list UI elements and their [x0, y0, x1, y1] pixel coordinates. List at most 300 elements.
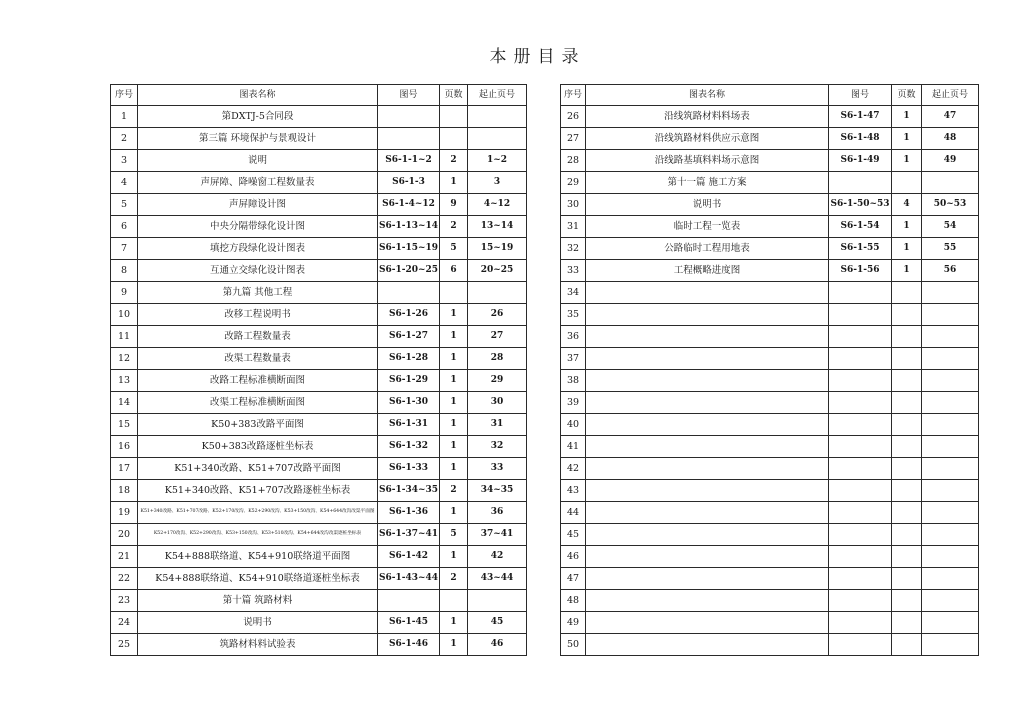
row-drawing-no	[829, 524, 892, 546]
row-drawing-no	[829, 612, 892, 634]
row-title	[586, 480, 829, 502]
table-header	[561, 85, 979, 106]
table-row	[561, 326, 979, 348]
table-row	[111, 458, 527, 480]
table-row	[561, 480, 979, 502]
row-page-count: 1	[892, 150, 922, 172]
table-row	[111, 304, 527, 326]
table-row	[111, 612, 527, 634]
row-drawing-no: S6-1-31	[378, 414, 440, 436]
table-body	[561, 106, 979, 656]
header-page-count: 页数	[440, 85, 468, 106]
table-row	[111, 216, 527, 238]
table-row	[561, 634, 979, 656]
row-title: 说明书	[138, 612, 378, 634]
contents-title: 本册目录	[489, 47, 586, 67]
row-drawing-no: S6-1-46	[378, 634, 440, 656]
row-page-count: 1	[892, 128, 922, 150]
row-drawing-no	[829, 282, 892, 304]
table-row	[111, 392, 527, 414]
row-page-count	[892, 568, 922, 590]
table-row	[561, 150, 979, 172]
row-title: 第DXTJ-5合同段	[138, 106, 378, 128]
row-page-count: 1	[892, 106, 922, 128]
row-title	[586, 634, 829, 656]
row-page-count: 1	[440, 326, 468, 348]
row-title	[586, 612, 829, 634]
row-page-range: 49	[922, 150, 979, 172]
row-drawing-no: S6-1-47	[829, 106, 892, 128]
row-page-range	[922, 304, 979, 326]
row-page-range: 4~12	[468, 194, 527, 216]
row-page-range: 42	[468, 546, 527, 568]
row-drawing-no	[829, 590, 892, 612]
row-page-count: 2	[440, 480, 468, 502]
row-title	[586, 436, 829, 458]
row-number: 23	[111, 590, 138, 612]
row-page-count: 1	[440, 348, 468, 370]
row-title: 中央分隔带绿化设计图	[138, 216, 378, 238]
row-number: 38	[561, 370, 586, 392]
row-page-range	[922, 172, 979, 194]
row-page-count	[892, 480, 922, 502]
row-title: 第十一篇 施工方案	[586, 172, 829, 194]
row-number: 8	[111, 260, 138, 282]
row-page-count: 2	[440, 568, 468, 590]
row-drawing-no: S6-1-42	[378, 546, 440, 568]
row-page-count	[440, 128, 468, 150]
row-drawing-no	[829, 546, 892, 568]
row-title: 改路工程数量表	[138, 326, 378, 348]
row-title	[586, 304, 829, 326]
row-page-range: 54	[922, 216, 979, 238]
row-page-count	[892, 172, 922, 194]
table-row	[111, 502, 527, 524]
row-title: 临时工程一览表	[586, 216, 829, 238]
row-title	[586, 458, 829, 480]
row-page-count: 1	[892, 238, 922, 260]
row-number: 26	[561, 106, 586, 128]
row-title: 公路临时工程用地表	[586, 238, 829, 260]
row-page-range: 43~44	[468, 568, 527, 590]
table-row	[111, 238, 527, 260]
table-row	[561, 612, 979, 634]
row-number: 18	[111, 480, 138, 502]
row-drawing-no	[829, 436, 892, 458]
row-page-range	[922, 326, 979, 348]
row-number: 13	[111, 370, 138, 392]
row-page-range: 1~2	[468, 150, 527, 172]
row-number: 43	[561, 480, 586, 502]
row-number: 15	[111, 414, 138, 436]
row-number: 5	[111, 194, 138, 216]
row-drawing-no	[829, 480, 892, 502]
row-title: 声屏障设计图	[138, 194, 378, 216]
row-number: 17	[111, 458, 138, 480]
row-title	[586, 524, 829, 546]
row-page-range	[922, 392, 979, 414]
table-row	[561, 304, 979, 326]
table-row	[561, 194, 979, 216]
row-page-range	[922, 436, 979, 458]
row-page-range: 30	[468, 392, 527, 414]
row-title: 填挖方段绿化设计图表	[138, 238, 378, 260]
header-row	[111, 85, 527, 106]
row-number: 27	[561, 128, 586, 150]
row-number: 16	[111, 436, 138, 458]
header-number: 序号	[561, 85, 586, 106]
row-page-range	[922, 282, 979, 304]
row-number: 30	[561, 194, 586, 216]
row-title	[586, 348, 829, 370]
table-row	[111, 128, 527, 150]
row-page-count: 1	[440, 304, 468, 326]
row-title: 筑路材料料试验表	[138, 634, 378, 656]
table-row	[111, 106, 527, 128]
row-number: 39	[561, 392, 586, 414]
table-row	[111, 348, 527, 370]
row-page-count	[892, 590, 922, 612]
row-page-range: 48	[922, 128, 979, 150]
row-page-range: 26	[468, 304, 527, 326]
header-page-range: 起止页号	[468, 85, 527, 106]
row-page-range	[468, 106, 527, 128]
table-row	[111, 568, 527, 590]
row-page-range	[922, 370, 979, 392]
row-number: 47	[561, 568, 586, 590]
row-number: 25	[111, 634, 138, 656]
row-number: 2	[111, 128, 138, 150]
row-drawing-no	[829, 634, 892, 656]
row-title	[586, 568, 829, 590]
row-number: 9	[111, 282, 138, 304]
row-drawing-no: S6-1-34~35	[378, 480, 440, 502]
row-drawing-no: S6-1-45	[378, 612, 440, 634]
row-number: 1	[111, 106, 138, 128]
row-page-count: 2	[440, 216, 468, 238]
row-page-count: 1	[440, 634, 468, 656]
row-number: 41	[561, 436, 586, 458]
row-drawing-no: S6-1-48	[829, 128, 892, 150]
row-page-range: 28	[468, 348, 527, 370]
table-row	[561, 568, 979, 590]
row-page-count: 1	[440, 612, 468, 634]
row-page-count: 1	[892, 216, 922, 238]
row-page-range: 29	[468, 370, 527, 392]
row-number: 32	[561, 238, 586, 260]
row-page-range: 36	[468, 502, 527, 524]
row-title: 改移工程说明书	[138, 304, 378, 326]
row-number: 11	[111, 326, 138, 348]
row-drawing-no	[829, 568, 892, 590]
row-page-range	[922, 546, 979, 568]
row-title: 第九篇 其他工程	[138, 282, 378, 304]
row-page-range: 33	[468, 458, 527, 480]
row-page-count	[892, 414, 922, 436]
row-title: K52+170改沟、K52+290改沟、K53+150改沟、K53+510改沟、K54+644改沟改渠逐桩坐标表	[138, 524, 378, 546]
row-page-range	[922, 348, 979, 370]
row-title: K51+340改路、K51+707改路逐桩坐标表	[138, 480, 378, 502]
row-drawing-no	[829, 458, 892, 480]
row-number: 36	[561, 326, 586, 348]
row-drawing-no	[829, 502, 892, 524]
row-page-range	[922, 414, 979, 436]
row-drawing-no: S6-1-43~44	[378, 568, 440, 590]
row-page-range	[922, 634, 979, 656]
row-title: 沿线路基填料料场示意图	[586, 150, 829, 172]
row-page-range: 20~25	[468, 260, 527, 282]
row-title: 改路工程标准横断面图	[138, 370, 378, 392]
row-drawing-no	[378, 106, 440, 128]
row-page-count	[892, 326, 922, 348]
table-row	[111, 480, 527, 502]
row-title: 声屏障、降噪窗工程数量表	[138, 172, 378, 194]
table-header	[111, 85, 527, 106]
row-drawing-no: S6-1-54	[829, 216, 892, 238]
row-page-count: 1	[440, 392, 468, 414]
row-number: 35	[561, 304, 586, 326]
row-drawing-no	[829, 414, 892, 436]
header-drawing-no: 图号	[378, 85, 440, 106]
row-drawing-no: S6-1-1~2	[378, 150, 440, 172]
row-page-range	[468, 590, 527, 612]
table-row	[111, 150, 527, 172]
table-row	[561, 238, 979, 260]
table-row	[561, 524, 979, 546]
table-row	[561, 370, 979, 392]
row-number: 20	[111, 524, 138, 546]
row-page-range	[922, 568, 979, 590]
row-page-range: 31	[468, 414, 527, 436]
row-title: 说明	[138, 150, 378, 172]
row-page-count	[892, 370, 922, 392]
row-title	[586, 590, 829, 612]
table-row	[111, 590, 527, 612]
row-page-count: 1	[440, 414, 468, 436]
table-row	[561, 260, 979, 282]
row-drawing-no	[378, 128, 440, 150]
table-row	[111, 370, 527, 392]
row-page-range	[922, 458, 979, 480]
row-page-count: 2	[440, 150, 468, 172]
row-page-range: 45	[468, 612, 527, 634]
row-drawing-no: S6-1-56	[829, 260, 892, 282]
row-number: 31	[561, 216, 586, 238]
row-number: 50	[561, 634, 586, 656]
table-row	[561, 282, 979, 304]
row-page-range	[922, 480, 979, 502]
row-title: 第十篇 筑路材料	[138, 590, 378, 612]
row-page-range: 55	[922, 238, 979, 260]
row-title: K50+383改路平面图	[138, 414, 378, 436]
row-page-count: 1	[892, 260, 922, 282]
row-number: 29	[561, 172, 586, 194]
row-page-count	[892, 392, 922, 414]
table-row	[111, 260, 527, 282]
row-page-count: 4	[892, 194, 922, 216]
table-row	[111, 282, 527, 304]
row-drawing-no: S6-1-26	[378, 304, 440, 326]
row-number: 46	[561, 546, 586, 568]
row-page-count: 9	[440, 194, 468, 216]
row-number: 19	[111, 502, 138, 524]
row-page-range: 47	[922, 106, 979, 128]
row-page-count	[892, 546, 922, 568]
row-title: 沿线筑路材料料场表	[586, 106, 829, 128]
table-row	[111, 546, 527, 568]
row-drawing-no: S6-1-49	[829, 150, 892, 172]
table-row	[561, 172, 979, 194]
row-drawing-no: S6-1-36	[378, 502, 440, 524]
row-drawing-no	[829, 304, 892, 326]
row-drawing-no: S6-1-33	[378, 458, 440, 480]
row-page-count	[440, 590, 468, 612]
row-drawing-no	[829, 348, 892, 370]
row-number: 40	[561, 414, 586, 436]
row-number: 44	[561, 502, 586, 524]
row-drawing-no: S6-1-13~14	[378, 216, 440, 238]
row-page-count: 1	[440, 436, 468, 458]
row-page-count: 1	[440, 172, 468, 194]
row-drawing-no	[829, 326, 892, 348]
table-row	[111, 326, 527, 348]
row-drawing-no: S6-1-30	[378, 392, 440, 414]
row-page-count	[892, 304, 922, 326]
row-number: 6	[111, 216, 138, 238]
row-page-count	[892, 458, 922, 480]
row-title: 改渠工程标准横断面图	[138, 392, 378, 414]
table-row	[111, 634, 527, 656]
row-page-range	[922, 590, 979, 612]
row-page-count: 1	[440, 370, 468, 392]
row-page-count: 5	[440, 238, 468, 260]
row-number: 10	[111, 304, 138, 326]
table-row	[111, 194, 527, 216]
row-drawing-no	[829, 392, 892, 414]
table-row	[561, 392, 979, 414]
row-drawing-no: S6-1-20~25	[378, 260, 440, 282]
row-title: 工程概略进度图	[586, 260, 829, 282]
header-drawing-no: 图号	[829, 85, 892, 106]
right-contents-table	[560, 84, 979, 656]
row-page-count	[892, 524, 922, 546]
table-row	[561, 128, 979, 150]
row-page-range	[922, 612, 979, 634]
table-row	[111, 524, 527, 546]
row-number: 28	[561, 150, 586, 172]
row-page-count	[892, 436, 922, 458]
row-number: 45	[561, 524, 586, 546]
row-page-range: 56	[922, 260, 979, 282]
header-row	[561, 85, 979, 106]
row-drawing-no: S6-1-27	[378, 326, 440, 348]
row-drawing-no: S6-1-4~12	[378, 194, 440, 216]
row-page-range: 46	[468, 634, 527, 656]
row-page-count	[892, 502, 922, 524]
table-body	[111, 106, 527, 656]
table-row	[561, 436, 979, 458]
header-title: 图表名称	[586, 85, 829, 106]
row-number: 48	[561, 590, 586, 612]
row-page-range: 32	[468, 436, 527, 458]
row-title: K54+888联络道、K54+910联络道逐桩坐标表	[138, 568, 378, 590]
row-number: 14	[111, 392, 138, 414]
row-page-count: 1	[440, 458, 468, 480]
row-page-count	[892, 634, 922, 656]
row-title: 说明书	[586, 194, 829, 216]
row-drawing-no: S6-1-37~41	[378, 524, 440, 546]
table-row	[561, 458, 979, 480]
row-page-count	[440, 282, 468, 304]
row-number: 42	[561, 458, 586, 480]
row-number: 4	[111, 172, 138, 194]
row-title: 互通立交绿化设计图表	[138, 260, 378, 282]
table-row	[111, 172, 527, 194]
row-drawing-no	[378, 282, 440, 304]
row-page-count: 6	[440, 260, 468, 282]
row-page-range: 50~53	[922, 194, 979, 216]
row-page-count	[892, 612, 922, 634]
header-page-count: 页数	[892, 85, 922, 106]
row-title: 改渠工程数量表	[138, 348, 378, 370]
row-page-range	[922, 502, 979, 524]
row-title	[586, 282, 829, 304]
row-title: K54+888联络道、K54+910联络道平面图	[138, 546, 378, 568]
table-row	[561, 414, 979, 436]
row-drawing-no: S6-1-55	[829, 238, 892, 260]
row-title: K51+340改路、K51+707改路、K52+170改沟、K52+290改沟、K53+150改沟、K54+644改沟改渠平面图	[138, 502, 378, 524]
row-page-range	[922, 524, 979, 546]
row-page-range: 27	[468, 326, 527, 348]
row-title	[586, 326, 829, 348]
table-row	[561, 348, 979, 370]
row-page-count: 1	[440, 546, 468, 568]
left-contents-table	[110, 84, 527, 656]
table-row	[561, 502, 979, 524]
row-title: 第三篇 环境保护与景观设计	[138, 128, 378, 150]
row-number: 3	[111, 150, 138, 172]
row-page-range	[468, 282, 527, 304]
row-title	[586, 502, 829, 524]
row-title: K50+383改路逐桩坐标表	[138, 436, 378, 458]
row-title	[586, 414, 829, 436]
row-page-range: 3	[468, 172, 527, 194]
row-number: 21	[111, 546, 138, 568]
row-page-range	[468, 128, 527, 150]
row-drawing-no: S6-1-28	[378, 348, 440, 370]
row-page-range: 15~19	[468, 238, 527, 260]
table-row	[561, 546, 979, 568]
header-page-range: 起止页号	[922, 85, 979, 106]
header-title: 图表名称	[138, 85, 378, 106]
row-drawing-no: S6-1-29	[378, 370, 440, 392]
table-row	[561, 106, 979, 128]
row-page-count: 1	[440, 502, 468, 524]
row-page-count	[892, 282, 922, 304]
row-drawing-no: S6-1-3	[378, 172, 440, 194]
row-number: 24	[111, 612, 138, 634]
row-drawing-no: S6-1-32	[378, 436, 440, 458]
table-row	[111, 414, 527, 436]
row-number: 12	[111, 348, 138, 370]
table-row	[561, 590, 979, 612]
row-drawing-no	[378, 590, 440, 612]
row-drawing-no: S6-1-15~19	[378, 238, 440, 260]
row-number: 49	[561, 612, 586, 634]
header-number: 序号	[111, 85, 138, 106]
table-row	[111, 436, 527, 458]
row-page-count	[892, 348, 922, 370]
